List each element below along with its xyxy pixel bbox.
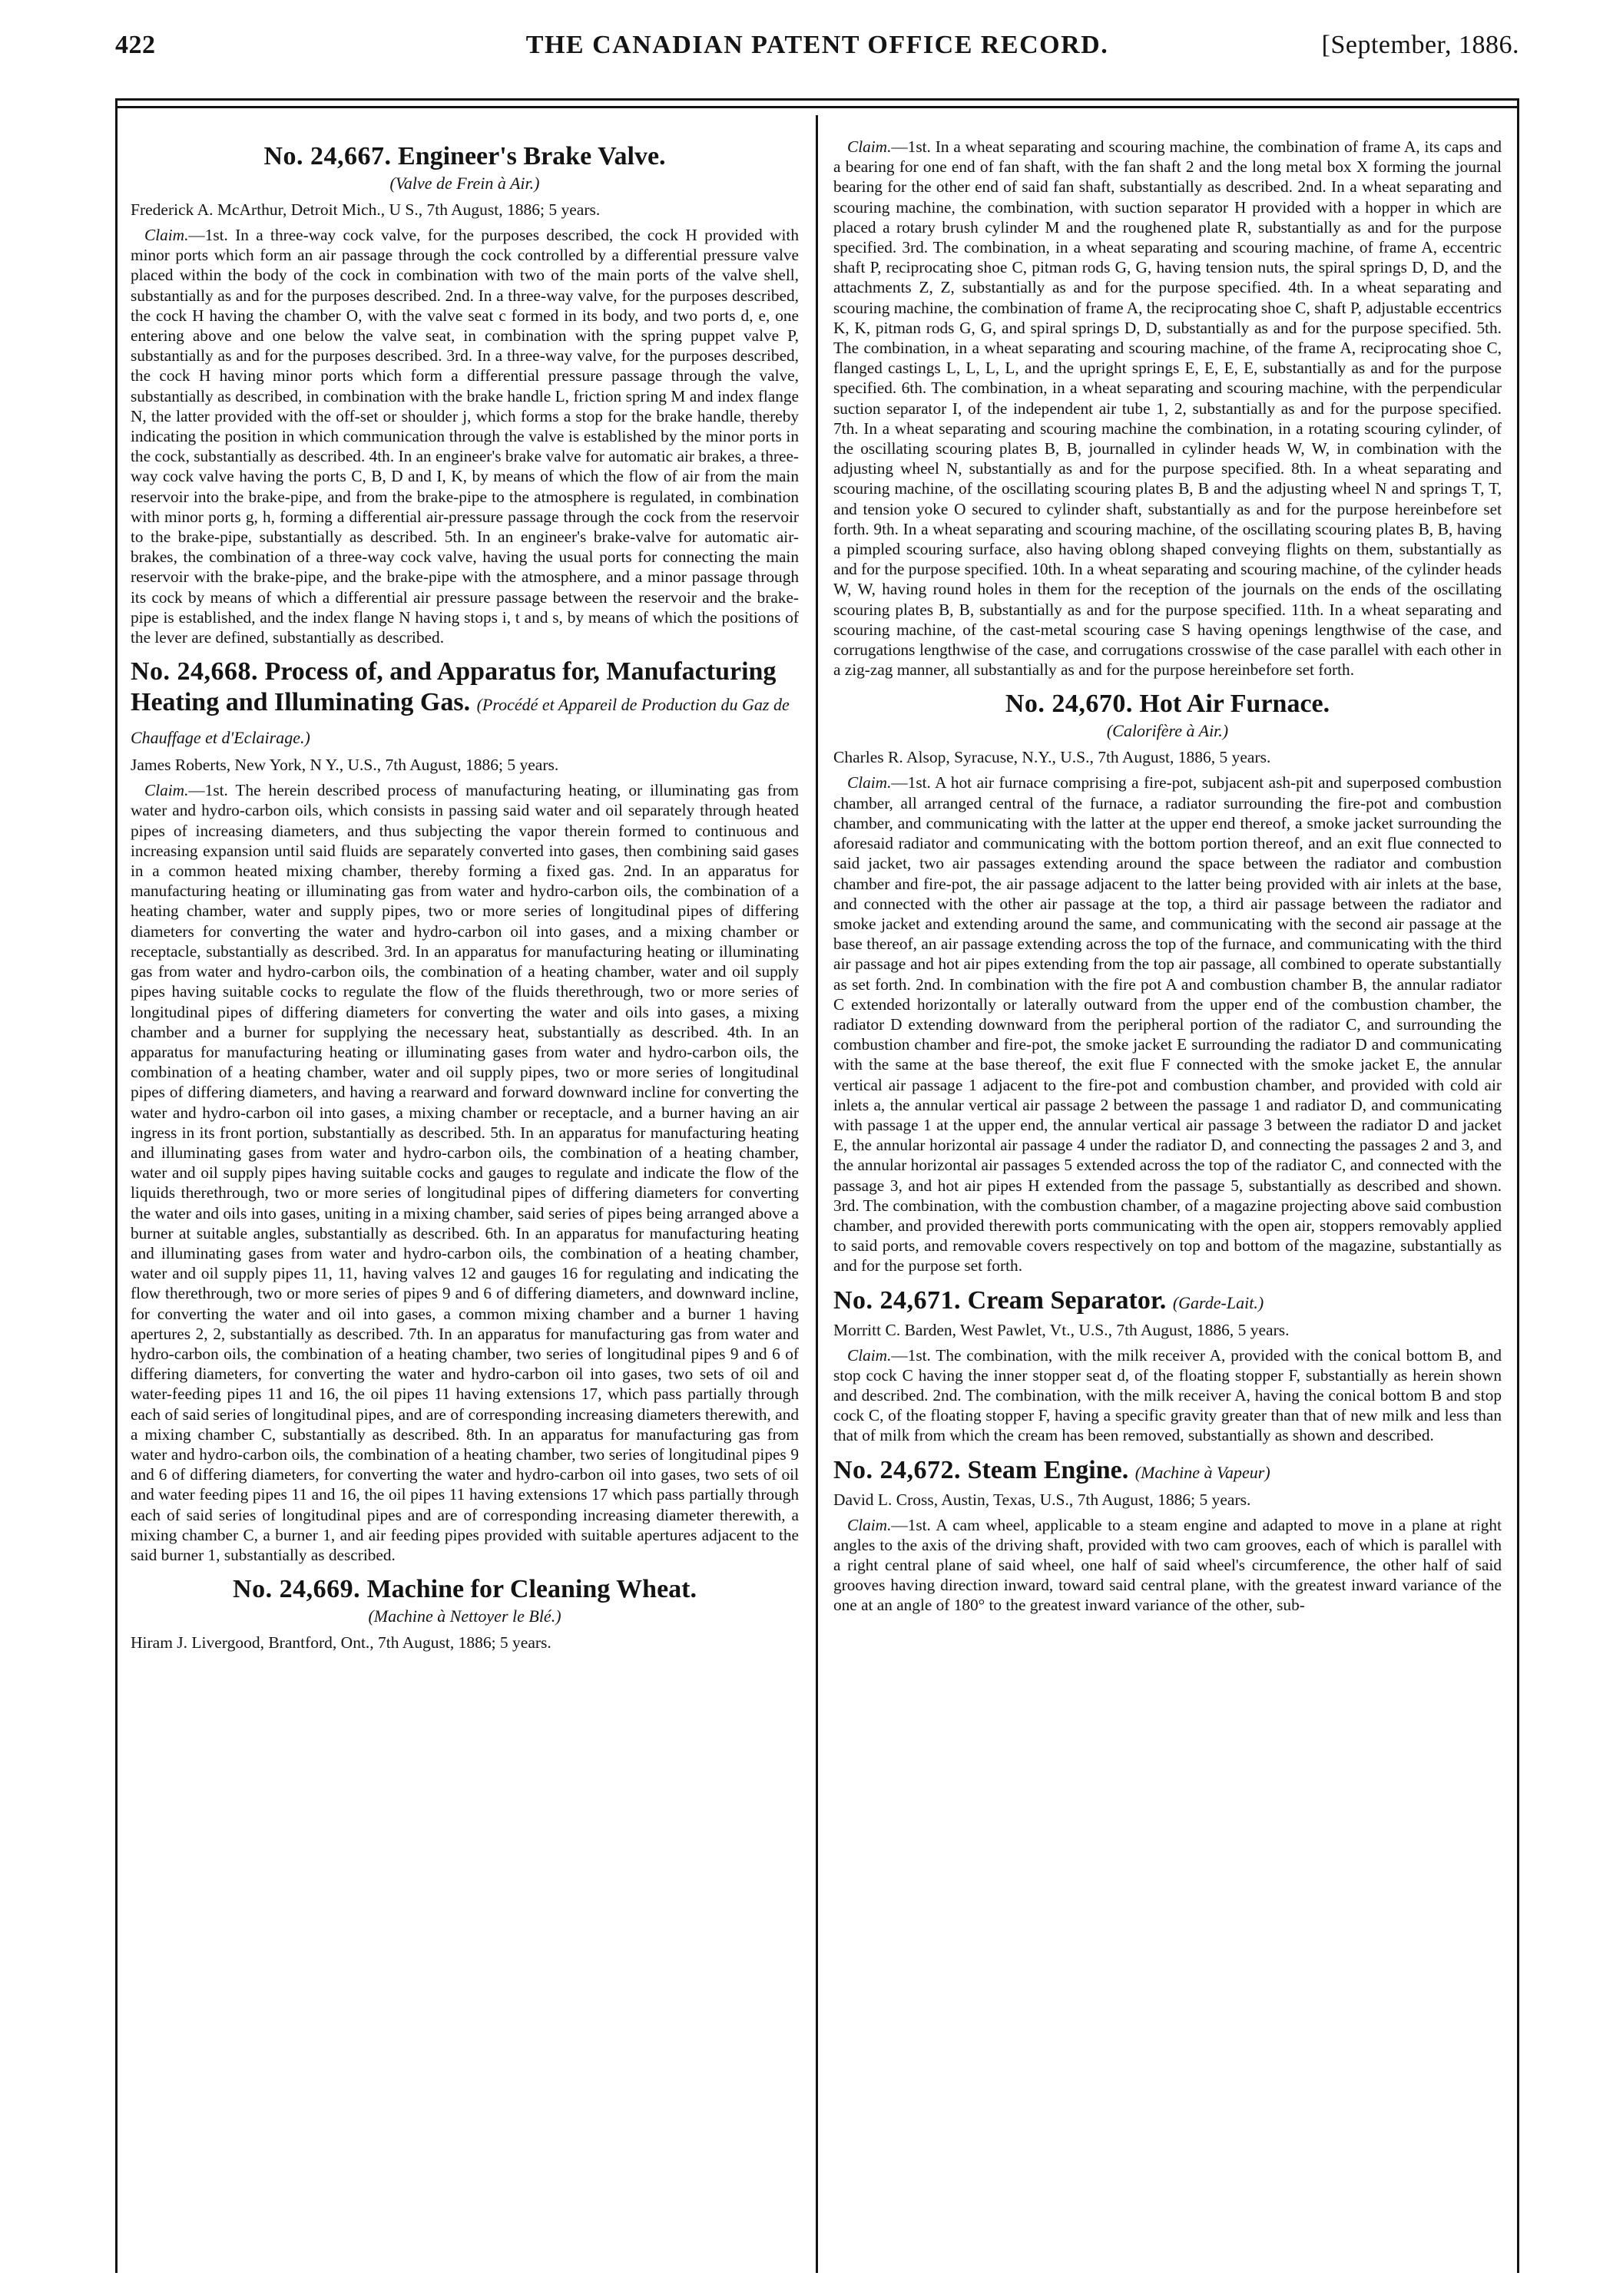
- claim-label: Claim.: [144, 226, 189, 244]
- claim-label: Claim.: [847, 137, 892, 156]
- french-title: (Machine à Vapeur): [1134, 1462, 1270, 1482]
- patent-title: Engineer's Brake Valve.: [398, 142, 666, 170]
- patent-title: Process of, and Apparatus for, Manufacturing Heating and Illuminating Gas.: [131, 657, 777, 717]
- patent-title: Steam Engine.: [967, 1455, 1129, 1484]
- publication-title: THE CANADIAN PATENT OFFICE RECORD.: [525, 31, 1109, 59]
- french-title: (Calorifère à Air.): [1106, 721, 1229, 741]
- inventor-line: Morritt C. Barden, West Pawlet, Vt., U.S., 7th August, 1886, 5 years.: [833, 1320, 1290, 1339]
- claim-text: Claim.—1st. A cam wheel, applicable to a steam engine and adapted to move in a plane at right angles to the axis of the driving shaft, provided with two cam grooves, each of which is parallel with a right central plane of said wheel, one half of said wheel's circumference, the other half of said grooves having direction inward, toward said central plane, with the greatest inward variance of the one at an angle of 180° to the greatest inward variance of the other, sub-: [833, 1515, 1502, 1615]
- inventor-line: David L. Cross, Austin, Texas, U.S., 7th August, 1886; 5 years.: [833, 1490, 1251, 1509]
- claim-body: 1st. The herein described process of manufacturing heating, or illuminating gas from water and hydro-carbon oils, which consists in passing said water and oil separately through heated pipes of increasing diameters, and thus subjecting the vapor therein formed to continuous and increasing expansion until said fluids are separately converted into gases, then combining said gases in a common heated mixing chamber, thereby forming a fixed gas. 2nd. In an apparatus for manufacturing heating or illuminating gas from water and hydro-carbon oils, the combination of a heating chamber, water and supply pipes, two or more series of longitudinal pipes of differing diameters for converting the water and hydro-carbon oil into gases, and a mixing chamber or receptacle, substantially as described. 3rd. In an apparatus for manufacturing heating or illuminating gas from water and hydro-carbon oils, the combination of a heating chamber, water and oil supply pipes having suitable cocks to regulate the flow of the fluids therethrough, two or more series of longitudinal pipes of differing diameters for converting the water and oils into gases, a mixing chamber and a burner for supplying the necessary heat, substantially as described. 4th. In an apparatus for manufacturing heating or illuminating gases from water and hydro-carbon oils, the combination of a heating chamber, water and oil supply pipes, two or more series of longitudinal pipes of differing diameters, and having a rearward and forward downward incline for converting the water and hydro-carbon oil into gases, a mixing chamber or receptacle, and a burner having an air ingress in its front portion, substantially as described. 5th. In an apparatus for manufacturing heating and illuminating gases from water and hydro-carbon oils, the combination of a heating chamber, water and oil supply pipes having suitable cocks and gauges to regulate and indicate the flow of the liquids therethrough, two or more series of longitudinal pipes of differing diameters for converting the water and oils into gases, uniting in a mixing chamber, said series of pipes being arranged above a burner at suitable angles, substantially as described. 6th. In an apparatus for manufacturing heating and illuminating gases from water and hydro-carbon oils, the combination of a heating chamber, water and oil supply pipes 11, 11, having valves 12 and gauges 16 for regulating and indicating the flow therethrough, two or more series of pipes 9 and 6 of differing diameters, and downward incline, for converting the water and oil into gases, a common mixing chamber and a burner 1 having apertures 2, 2, substantially as described. 7th. In an apparatus for manufacturing gas from water and hydro-carbon oils, the combination of a heating chamber, two series of longitudinal pipes 9 and 6 of differing diameters, for converting the water and hydro-carbon oil into gases, two sets of oil and water-feeding pipes 11 and 16, the oil pipes 11 having extensions 17, which pass partially through each of said series of longitudinal pipes, and are of corresponding increasing diameters therewith, and a mixing chamber C, substantially as described. 8th. In an apparatus for manufacturing gas from water and hydro-carbon oils, the combination of a heating chamber, two series of longitudinal pipes 9 and 6 of differing diameters, for converting the water and hydro-carbon oil into gases, two sets of oil and water feeding pipes 11 and 16, the oil pipes 11 having extensions 17 which pass partially through each of said series of longitudinal pipes and are of corresponding increasing diameter therewith, a mixing chamber C, a burner 1, and air feeding pipes provided with suitable apertures adjacent to the said burner 1, substantially as described.: [131, 781, 799, 1564]
- column-divider: [816, 115, 818, 2273]
- claim-text: Claim.—1st. A hot air furnace comprising a fire-pot, subjacent ash-pit and superposed combustion chamber, all arranged central of the furnace, a radiator surrounding the fire-pot and combustion chamber, and communicating with the latter at the upper end thereof, a smoke jacket surrounding the aforesaid radiator and communicating with the bottom portion thereof, and an exit flue connected to said jacket, two air passages extending around the space between the radiator and combustion chamber and fire-pot, the air passage adjacent to the latter being provided with air inlets at the base, and connected with the other air passage at the top, a third air passage between the radiator and smoke jacket and extending around the same, and communicating with the second air passage at the base thereof, an air passage extending across the top of the furnace, and communicating with the third air passage and hot air pipes extending from the top air passage, all combined to operate substantially as set forth. 2nd. In combination with the fire pot A and combustion chamber B, the annular radiator C extended horizontally or laterally outward from the upper end of the combustion chamber, the radiator D extending downward from the peripheral portion of the radiator C, and surrounding the combustion chamber and fire-pot, the smoke jacket E surrounding the radiator D and communicating with the same at the base thereof, the exit flue F connected with the smoke jacket E, the annular vertical air passage 1 adjacent to the fire-pot and combustion chamber, and provided with cold air inlets a, the annular vertical air passage 2 between the passage 1 and radiator D, and communicating with passage 1 at the upper end, the annular vertical air passage 3 between the radiator D and jacket E, the annular horizontal air passage 4 under the radiator D, and connecting the passages 2 and 3, and the annular horizontal air passages 5 extended across the top of the radiator C, and connected with the passage 3, and hot air pipes H extended from the passage 5, substantially as described and shown. 3rd. The combination, with the combustion chamber, of a magazine projecting above said combustion chamber, and provided therewith ports communicating with the open air, stoppers removably applied to said ports, and removable covers respectively on top and bottom of the magazine, substantially as and for the purpose set forth.: [833, 773, 1502, 1275]
- patent-entry: [131, 141, 799, 647]
- inventor-line: Charles R. Alsop, Syracuse, N.Y., U.S., 7th August, 1886, 5 years.: [833, 748, 1271, 767]
- patent-entry: [131, 657, 799, 1565]
- entry-heading: [131, 657, 799, 753]
- top-rule: [115, 98, 1519, 101]
- inventor-line: James Roberts, New York, N Y., U.S., 7th August, 1886; 5 years.: [131, 756, 559, 775]
- patent-entry: [833, 1285, 1502, 1446]
- left-column: [131, 137, 799, 2279]
- patent-entry: [833, 689, 1502, 1275]
- claim-body: 1st. A cam wheel, applicable to a steam engine and adapted to move in a plane at right angles to the axis of the driving shaft, provided with two cam grooves, each of which is parallel with a right central plane of said wheel, one half of said wheel's circumference, the other half of said grooves having direction inward, toward said central plane, with the greatest inward variance of the one at an angle of 180° to the greatest inward variance of the other, sub-: [833, 1515, 1502, 1615]
- claim-text: Claim.—1st. In a wheat separating and scouring machine, the combination of frame A, its caps and a bearing for one end of fan shaft, with the fan shaft 2 and the long metal box X forming the journal bearing for the other end of said fan shaft, substantially as described. 2nd. In a wheat separating and scouring machine, the combination, with suction separator H provided with a hopper in which are placed a rotary brush cylinder M and the roughened plate R, substantially as and for the purpose specified. 3rd. The combination, in a wheat separating and scouring machine, of frame A, eccentric shaft P, reciprocating shoe C, pitman rods G, G, having tension nuts, the spiral springs D, D, and the attachments Z, Z, substantially as and for the purpose specified. 4th. In a wheat separating and scouring machine, the combination of frame A, the reciprocating shoe C, shaft P, adjustable eccentrics K, K, pitman rods G, G, and spiral springs D, D, substantially as and for the purpose specified. 5th. The combination, in a wheat separating and scouring machine, of the frame A, reciprocating shoe C, flanged castings L, L, L, L, and the upright springs E, E, E, E, substantially as and for the purpose specified. 6th. The combination, in a wheat separating and scouring machine, with the perpendicular suction separator I, of the independent air tube 1, 2, substantially as and for the purpose specified. 7th. In a wheat separating and scouring machine the combination, in a rotating scouring cylinder, of the oscillating scouring plates B, B, journalled in cylinder heads W, W, in combination with the adjusting wheel N, substantially as and for the purpose specified. 8th. In a wheat separating and scouring machine, of the oscillating scouring plates B, B and the adjusting wheel N and springs T, T, and tension yoke O secured to cylinder shaft, substantially as and for the purpose hereinbefore set forth. 9th. In a wheat separating and scouring machine, of the oscillating scouring plates B, B, having a pimpled scouring surface, also having oblong shaped conveying flights on them, substantially as and for the purpose specified. 10th. In a wheat separating and scouring machine, of the cylinder heads W, W, having round holes in them for the reception of the journals on the ends of the oscillating scouring plates B, B, substantially as and for the purpose specified. 11th. In a wheat separating and scouring machine, of the cast-metal scouring case S having openings lengthwise of the case, and corrugations lengthwise of the case, and corrugations crosswise of the case parallel with each other in a zig-zag manner, all substantially as and for the purpose hereinbefore set forth.: [833, 137, 1502, 680]
- inventor-line: Frederick A. McArthur, Detroit Mich., U S., 7th August, 1886; 5 years.: [131, 200, 601, 219]
- patent-title: Machine for Cleaning Wheat.: [366, 1575, 697, 1604]
- claim-label: Claim.: [847, 1345, 892, 1365]
- patent-number: No. 24,672.: [833, 1455, 962, 1484]
- french-title: (Garde-Lait.): [1172, 1292, 1264, 1312]
- patent-entry: [833, 1455, 1502, 1616]
- french-title: (Machine à Nettoyer le Blé.): [368, 1606, 561, 1626]
- entry-heading: [833, 689, 1502, 720]
- claim-label: Claim.: [847, 1515, 892, 1534]
- patent-number: No. 24,670.: [1005, 690, 1133, 719]
- frame-left-rule: [115, 98, 118, 2273]
- frame-right-rule: [1517, 98, 1519, 2273]
- page-header: [115, 18, 1519, 72]
- claim-body: 1st. In a wheat separating and scouring machine, the combination of frame A, its caps and a bearing for one end of fan shaft, with the fan shaft 2 and the long metal box X forming the journal bearing for the other end of said fan shaft, substantially as described. 2nd. In a wheat separating and scouring machine, the combination, with suction separator H provided with a hopper in which are placed a rotary brush cylinder M and the roughened plate R, substantially as and for the purpose specified. 3rd. The combination, in a wheat separating and scouring machine, of frame A, eccentric shaft P, reciprocating shoe C, pitman rods G, G, having tension nuts, the spiral springs D, D, and the attachments Z, Z, substantially as and for the purpose specified. 4th. In a wheat separating and scouring machine, the combination of frame A, the reciprocating shoe C, shaft P, adjustable eccentrics K, K, pitman rods G, G, and spiral springs D, D, substantially as and for the purpose specified. 5th. The combination, in a wheat separating and scouring machine, of the frame A, reciprocating shoe C, flanged castings L, L, L, L, and the upright springs E, E, E, E, substantially as and for the purpose specified. 6th. The combination, in a wheat separating and scouring machine, with the perpendicular suction separator I, of the independent air tube 1, 2, substantially as and for the purpose specified. 7th. In a wheat separating and scouring machine the combination, in a rotating scouring cylinder, of the oscillating scouring plates B, B, journalled in cylinder heads W, W, in combination with the adjusting wheel N, substantially as and for the purpose specified. 8th. In a wheat separating and scouring machine, of the oscillating scouring plates B, B and the adjusting wheel N and springs T, T, and tension yoke O secured to cylinder shaft, substantially as and for the purpose hereinbefore set forth. 9th. In a wheat separating and scouring machine, of the oscillating scouring plates B, B, having a pimpled scouring surface, also having oblong shaped conveying flights on them, substantially as and for the purpose specified. 10th. In a wheat separating and scouring machine, of the cylinder heads W, W, having round holes in them for the reception of the journals on the ends of the oscillating scouring plates B, B, substantially as and for the purpose specified. 11th. In a wheat separating and scouring machine, of the cast-metal scouring case S having openings lengthwise of the case, and corrugations lengthwise of the case, and corrugations crosswise of the case parallel with each other in a zig-zag manner, all substantially as and for the purpose hereinbefore set forth.: [833, 137, 1502, 680]
- patent-number: No. 24,671.: [833, 1285, 962, 1315]
- issue-date: [September, 1886.: [1321, 31, 1519, 59]
- entry-heading: [131, 1574, 799, 1605]
- claim-text: Claim.—1st. In a three-way cock valve, for the purposes described, the cock H provided with minor ports which form an air passage through the cock controlled by a differential pressure valve placed within the body of the cock in combination with two of the main ports of the valve shell, substantially as and for the purposes described. 2nd. In a three-way valve, for the purposes described, the cock H having the chamber O, with the valve seat c formed in its body, and two ports d, e, one entering above and one below the valve seat, in combination with the spring puppet valve P, substantially as and for the purposes described. 3rd. In a three-way valve, for the purposes described, the cock H having minor ports which form a differential pressure passage through the valve, substantially as described, in combination with the brake handle L, friction spring M and index flange N, the latter provided with the off-set or shoulder j, which forms a stop for the brake handle, thereby indicating the position in which communication through the valve is established by the minor ports in the cock, substantially as described. 4th. In an engineer's brake valve for automatic air brakes, a three-way cock valve having the ports C, B, D and I, K, by means of which the flow of air from the main reservoir into the brake-pipe, and from the brake-pipe to the atmosphere is regulated, in combination with minor ports g, h, forming a differential air-pressure passage through the cock from the reservoir to the brake-pipe, substantially as described. 5th. In an engineer's brake-valve for automatic air-brakes, the combination of a three-way cock valve, having the usual ports for connecting the main reservoir with the brake-pipe, and the brake-pipe with the atmosphere, and a minor passage through its cock by means of which a differential air pressure passage between the reservoir and the brake-pipe is established, and the index flange N having stops i, t and s, by means of which the positions of the lever are defined, substantially as described.: [131, 226, 799, 647]
- claim-text: Claim.—1st. The combination, with the milk receiver A, provided with the conical bottom B, and stop cock C having the inner stopper seat d, of the floating stopper F, substantially as herein shown and described. 2nd. The combination, with the milk receiver A, having the conical bottom B and stop cock C, of the floating stopper F, having a specific gravity greater than that of new milk and less than that of milk from which the cream has been removed, substantially as shown and described.: [833, 1345, 1502, 1445]
- entry-heading: [833, 1285, 1502, 1318]
- page-number: 422: [115, 31, 156, 59]
- patent-entry: [131, 1574, 799, 1653]
- french-title: (Procédé et Appareil de Production du Gaz de Chauffage et d'Eclairage.): [131, 695, 790, 748]
- claim-label: Claim.: [847, 773, 892, 792]
- entry-heading: [833, 1455, 1502, 1488]
- claim-body: 1st. A hot air furnace comprising a fire-pot, subjacent ash-pit and superposed combustion chamber, all arranged central of the furnace, a radiator surrounding the fire-pot and combustion chamber, and communicating with the latter at the upper end thereof, a smoke jacket surrounding the aforesaid radiator and communicating with the bottom portion thereof, and an exit flue connected to said jacket, two air passages extending around the space between the radiator and combustion chamber and fire-pot, the air passage adjacent to the latter being provided with air inlets at the base, and connected with the other air passage at the top, a third air passage between the radiator and smoke jacket and extending around the same, and communicating with the second air passage at the base thereof, an air passage extending across the top of the furnace, and communicating with the third air passage and hot air pipes extending from the top air passage, all combined to operate substantially as set forth. 2nd. In combination with the fire pot A and combustion chamber B, the annular radiator C extended horizontally or laterally outward from the upper end of the combustion chamber, the radiator D extending downward from the peripheral portion of the radiator C, and surrounding the combustion chamber and fire-pot, the smoke jacket E surrounding the radiator D and communicating with the same at the base thereof, the exit flue F connected with the smoke jacket E, the annular vertical air passage 1 adjacent to the fire-pot and combustion chamber, and provided with cold air inlets a, the annular vertical air passage 2 between the passage 1 and radiator D, and communicating with passage 1 at the upper end, the annular vertical air passage 3 between the radiator D and jacket E, the annular horizontal air passage 4 under the radiator D, and connecting the passages 2 and 3, and the annular horizontal air passages 5 extended across the top of the radiator C, and connected with the passage 3, and hot air pipes H extended from the passage 5, substantially as described and shown. 3rd. The combination, with the combustion chamber, of a magazine projecting above said combustion chamber, and provided therewith ports communicating with the open air, stoppers removably applied to said ports, and removable covers respectively on top and bottom of the magazine, substantially as and for the purpose set forth.: [833, 773, 1502, 1275]
- patent-number: No. 24,669.: [233, 1575, 361, 1604]
- french-title: (Valve de Frein à Air.): [389, 174, 540, 193]
- claim-text: Claim.—1st. The herein described process of manufacturing heating, or illuminating gas from water and hydro-carbon oils, which consists in passing said water and oil separately through heated pipes of increasing diameters, and thus subjecting the vapor therein formed to continuous and increasing expansion until said fluids are separately converted into gases, then combining said gases in a common heated mixing chamber, thereby forming a fixed gas. 2nd. In an apparatus for manufacturing heating or illuminating gas from water and hydro-carbon oils, the combination of a heating chamber, water and supply pipes, two or more series of longitudinal pipes of differing diameters for converting the water and hydro-carbon oil into gases, and a mixing chamber or receptacle, substantially as described. 3rd. In an apparatus for manufacturing heating or illuminating gas from water and hydro-carbon oils, the combination of a heating chamber, water and oil supply pipes having suitable cocks to regulate the flow of the fluids therethrough, two or more series of longitudinal pipes of differing diameters for converting the water and oils into gases, a mixing chamber and a burner for supplying the necessary heat, substantially as described. 4th. In an apparatus for manufacturing heating or illuminating gases from water and hydro-carbon oils, the combination of a heating chamber, water and oil supply pipes, two or more series of longitudinal pipes of differing diameters, and having a rearward and forward downward incline for converting the water and hydro-carbon oil into gases, a mixing chamber or receptacle, and a burner having an air ingress in its front portion, substantially as described. 5th. In an apparatus for manufacturing heating and illuminating gases from water and hydro-carbon oils, the combination of a heating chamber, water and oil supply pipes having suitable cocks and gauges to regulate and indicate the flow of the liquids therethrough, two or more series of longitudinal pipes of differing diameters for converting the water and oils into gases, uniting in a mixing chamber, said series of pipes being arranged above a burner at suitable angles, substantially as described. 6th. In an apparatus for manufacturing heating and illuminating gases from water and hydro-carbon oils, the combination of a heating chamber, water and oil supply pipes 11, 11, having valves 12 and gauges 16 for regulating and indicating the flow therethrough, two or more series of pipes 9 and 6 of differing diameters, and downward incline, for converting the water and oil into gases, a common mixing chamber and a burner 1 having apertures 2, 2, substantially as described. 7th. In an apparatus for manufacturing gas from water and hydro-carbon oils, the combination of a heating chamber, two series of longitudinal pipes 9 and 6 of differing diameters, for converting the water and hydro-carbon oil into gases, two sets of oil and water-feeding pipes 11 and 16, the oil pipes 11 having extensions 17, which pass partially through each of said series of longitudinal pipes, and are of corresponding increasing diameters therewith, and a mixing chamber C, substantially as described. 8th. In an apparatus for manufacturing gas from water and hydro-carbon oils, the combination of a heating chamber, two series of longitudinal pipes 9 and 6 of differing diameters, for converting the water and hydro-carbon oil into gases, two sets of oil and water feeding pipes 11 and 16, the oil pipes 11 having extensions 17 which pass partially through each of said series of longitudinal pipes and are of corresponding increasing diameter therewith, a mixing chamber C, a burner 1, and air feeding pipes provided with suitable apertures adjacent to the said burner 1, substantially as described.: [131, 781, 799, 1564]
- patent-number: No. 24,667.: [263, 142, 392, 170]
- claim-body: 1st. The combination, with the milk receiver A, provided with the conical bottom B, and stop cock C having the inner stopper seat d, of the floating stopper F, substantially as herein shown and described. 2nd. The combination, with the milk receiver A, having the conical bottom B and stop cock C, of the floating stopper F, having a specific gravity greater than that of new milk and less than that of milk from which the cream has been removed, substantially as shown and described.: [833, 1345, 1502, 1445]
- entry-heading: [131, 141, 799, 172]
- claim-label: Claim.: [144, 781, 189, 800]
- patent-entry-continued: [833, 137, 1502, 680]
- inventor-line: Hiram J. Livergood, Brantford, Ont., 7th August, 1886; 5 years.: [131, 1633, 551, 1653]
- patent-title: Hot Air Furnace.: [1139, 690, 1330, 719]
- top-rule-double: [115, 106, 1519, 108]
- claim-body: 1st. In a three-way cock valve, for the purposes described, the cock H provided with minor ports which form an air passage through the cock controlled by a differential pressure valve placed within the body of the cock in combination with two of the main ports of the valve shell, substantially as and for the purposes described. 2nd. In a three-way valve, for the purposes described, the cock H having the chamber O, with the valve seat c formed in its body, and two ports d, e, one entering above and one below the valve seat, in combination with the spring puppet valve P, substantially as and for the purposes described. 3rd. In a three-way valve, for the purposes described, the cock H having minor ports which form a differential pressure passage through the valve, substantially as described, in combination with the brake handle L, friction spring M and index flange N, the latter provided with the off-set or shoulder j, which forms a stop for the brake handle, thereby indicating the position in which communication through the valve is established by the minor ports in the cock, substantially as described. 4th. In an engineer's brake valve for automatic air brakes, a three-way cock valve having the ports C, B, D and I, K, by means of which the flow of air from the main reservoir into the brake-pipe, and from the brake-pipe to the atmosphere is regulated, in combination with minor ports g, h, forming a differential air-pressure passage through the cock from the reservoir to the brake-pipe, substantially as described. 5th. In an engineer's brake-valve for automatic air-brakes, the combination of a three-way cock valve, having the usual ports for connecting the main reservoir with the brake-pipe, and the brake-pipe with the atmosphere, and a minor passage through its cock by means of which a differential air pressure passage between the reservoir and the brake-pipe is established, and the index flange N having stops i, t and s, by means of which the positions of the lever are defined, substantially as described.: [131, 226, 799, 647]
- patent-number: No. 24,668.: [131, 657, 259, 686]
- patent-title: Cream Separator.: [967, 1285, 1167, 1315]
- right-column: [833, 137, 1502, 2279]
